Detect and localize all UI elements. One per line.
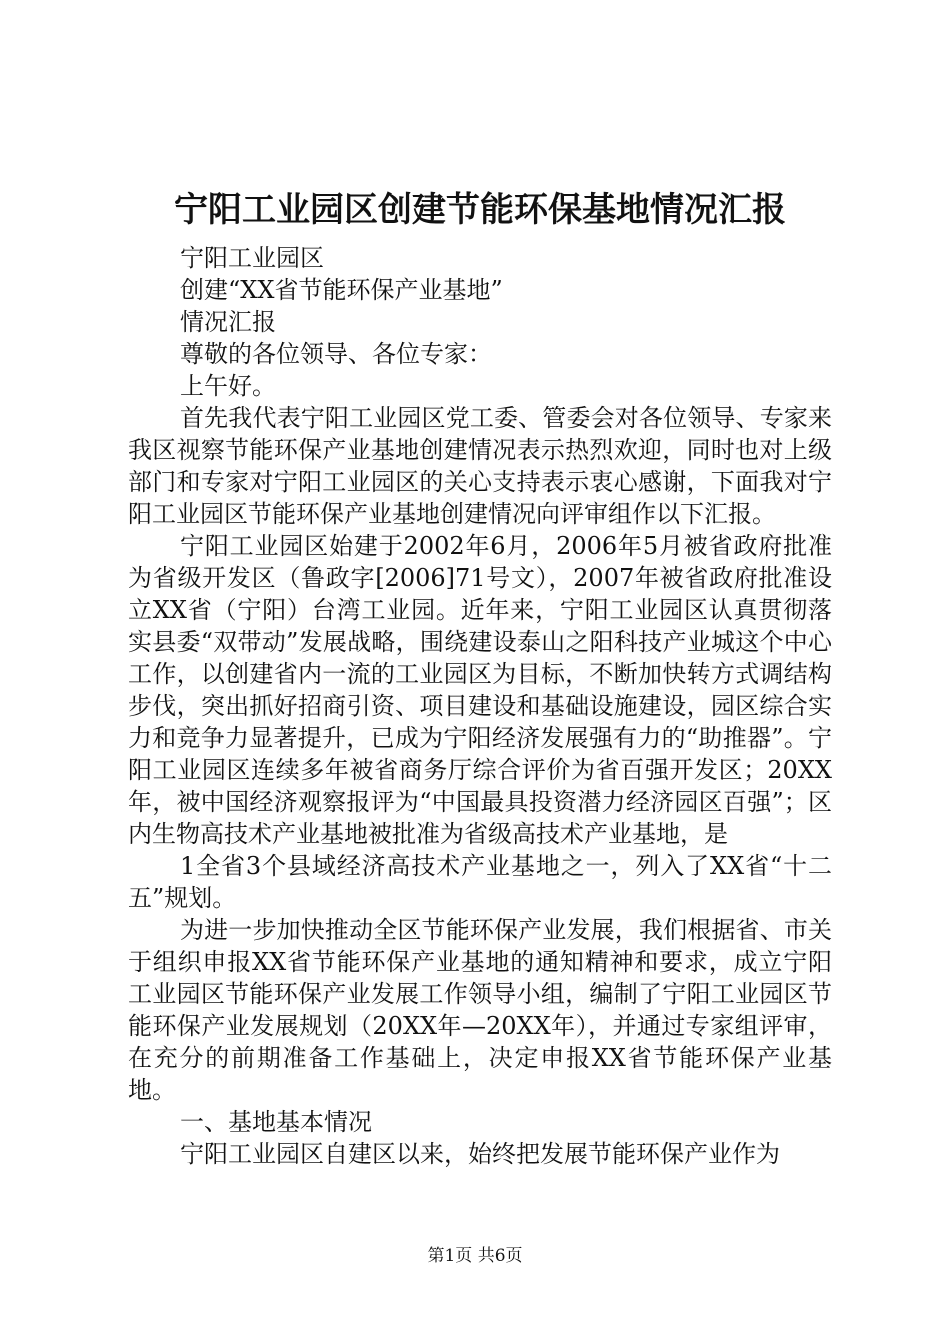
document-page	[128, 180, 832, 1170]
header-line-create: 创建“XX省节能环保产业基地”	[180, 276, 503, 304]
salutation: 尊敬的各位领导、各位专家：	[180, 340, 492, 368]
header-line-report: 情况汇报	[180, 308, 276, 336]
greeting: 上午好。	[180, 372, 276, 400]
document-title: 宁阳工业园区创建节能环保基地情况汇报	[174, 190, 786, 230]
paragraph-application: 为进一步加快推动全区节能环保产业发展，我们根据省、市关于组织申报XX省节能环保产业基地的通知精神和要求，成立宁阳工业园区节能环保产业发展工作领导小组，编制了宁阳工业园区节能环保产业发展规划（20XX年—20XX年），并通过专家组评审，在充分的前期准备工作基础上，决定申报XX省节能环保产业基地。	[128, 916, 832, 1104]
header-line-park: 宁阳工业园区	[180, 244, 324, 272]
paragraph-section-start: 宁阳工业园区自建区以来，始终把发展节能环保产业作为	[180, 1140, 780, 1168]
paragraph-welcome: 首先我代表宁阳工业园区党工委、管委会对各位领导、专家来我区视察节能环保产业基地创建情况表示热烈欢迎，同时也对上级部门和专家对宁阳工业园区的关心支持表示衷心感谢，下面我对宁阳工业园区节能环保产业基地创建情况向评审组作以下汇报。	[128, 404, 832, 528]
section-heading: 一、基地基本情况	[180, 1108, 372, 1136]
page-footer: 第1页 共6页	[427, 1246, 523, 1266]
paragraph-background: 宁阳工业园区始建于2002年6月，2006年5月被省政府批准为省级开发区（鲁政字[2006]71号文），2007年被省政府批准设立XX省（宁阳）台湾工业园。近年来，宁阳工业园区认真贯彻落实县委“双带动”发展战略，围绕建设泰山之阳科技产业城这个中心工作，以创建省内一流的工业园区为目标，不断加快转方式调结构步伐，突出抓好招商引资、项目建设和基础设施建设，园区综合实力和竞争力显著提升，已成为宁阳经济发展强有力的“助推器”。宁阳工业园区连续多年被省商务厅综合评价为省百强开发区；20XX年，被中国经济观察报评为“中国最具投资潜力经济园区百强”；区内生物高技术产业基地被批准为省级高技术产业基地，是	[128, 532, 832, 848]
paragraph-continuation: 1全省3个县域经济高技术产业基地之一，列入了XX省“十二五”规划。	[128, 852, 832, 912]
